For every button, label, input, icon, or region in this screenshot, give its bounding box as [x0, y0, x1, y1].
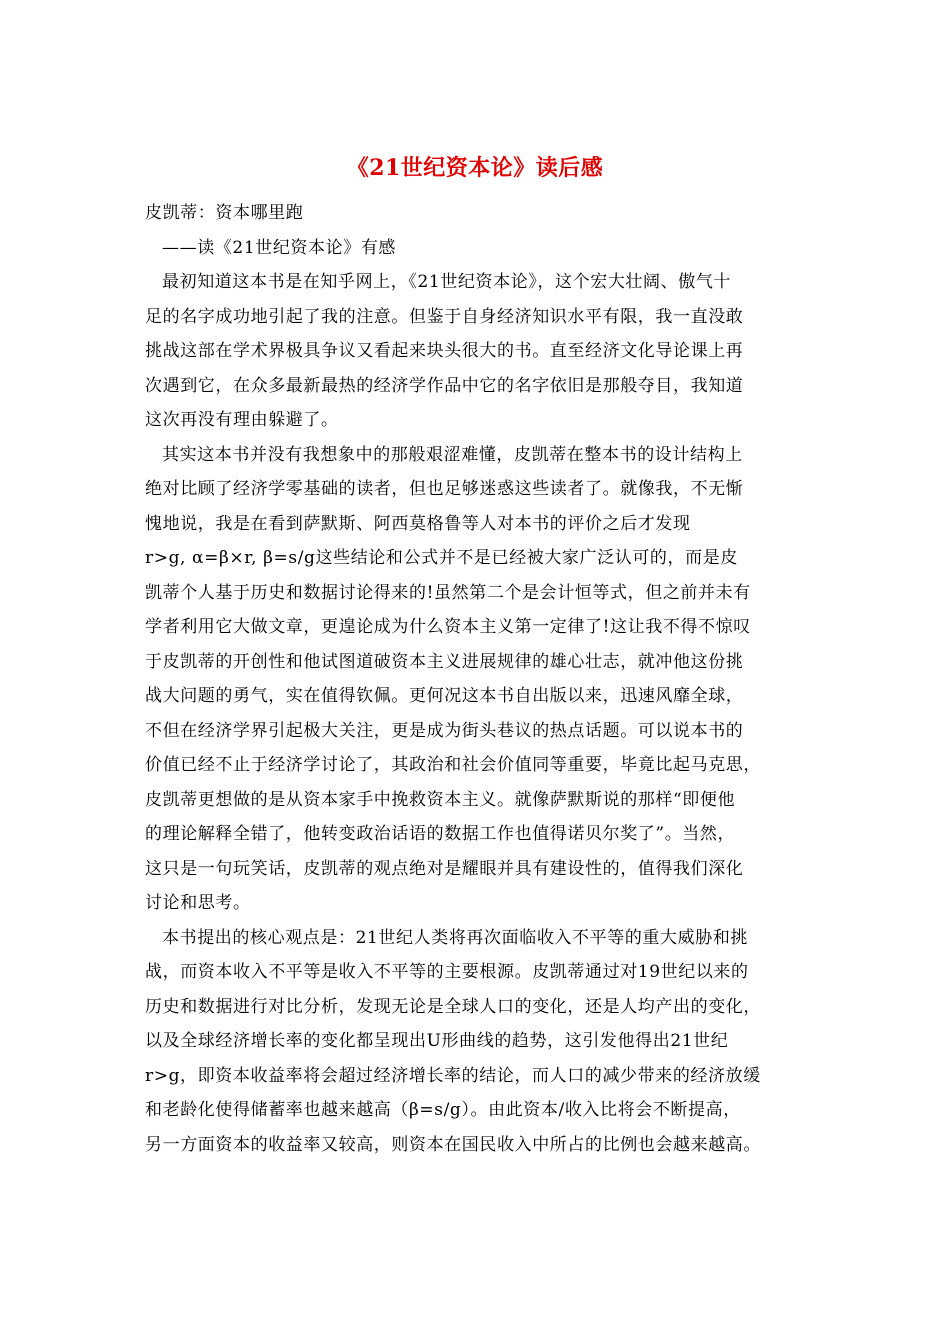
paragraph-line: r>g，即资本收益率将会超过经济增长率的结论，而人口的减少带来的经济放缓: [145, 1065, 761, 1086]
paragraph-line: 和老龄化使得储蓄率也越来越高（β=s/g）。由此资本/收入比将会不断提高，: [145, 1100, 741, 1120]
paragraph-line: 讨论和思考。: [145, 893, 251, 913]
paragraph-line: 战，而资本收入不平等是收入不平等的主要根源。皮凯蒂通过对19世纪以来的: [145, 962, 749, 982]
paragraph-line: 皮凯蒂更想做的是从资本家手中挽救资本主义。就像萨默斯说的那样“即便他: [145, 789, 736, 810]
paragraph-line: 不但在经济学界引起极大关注，更是成为街头巷议的热点话题。可以说本书的: [145, 720, 744, 741]
document-body: [145, 196, 810, 1162]
document-title: 《21世纪资本论》读后感: [346, 155, 604, 181]
paragraph-line: 历史和数据进行对比分析，发现无论是全球人口的变化，还是人均产出的变化，: [145, 996, 761, 1017]
paragraph-line: 战大问题的勇气，实在值得钦佩。更何况这本书自出版以来，迅速风靡全球，: [145, 686, 744, 706]
paragraph-line: 愧地说，我是在看到萨默斯、阿西莫格鲁等人对本书的评价之后才发现: [145, 513, 691, 534]
paragraph-line: 于皮凯蒂的开创性和他试图道破资本主义进展规律的雄心壮志，就冲他这份挑: [145, 651, 744, 672]
paragraph-line: 其实这本书并没有我想象中的那般艰涩难懂，皮凯蒂在整本书的设计结构上: [162, 444, 743, 465]
paragraph-line: 次遇到它，在众多最新最热的经济学作品中它的名字依旧是那般夺目，我知道: [145, 375, 744, 396]
paragraph-line: 凯蒂个人基于历史和数据讨论得来的!虽然第二个是会计恒等式，但之前并未有: [145, 582, 751, 603]
paragraph-line: 绝对比顾了经济学零基础的读者，但也足够迷惑这些读者了。就像我，不无惭: [145, 479, 744, 499]
paragraph-1: [145, 265, 810, 438]
paragraph-line: 足的名字成功地引起了我的注意。但鉴于自身经济知识水平有限，我一直没敢: [145, 306, 744, 327]
paragraph-line: 的理论解释全错了，他转变政治话语的数据工作也值得诺贝尔奖了”。当然，: [145, 824, 736, 844]
paragraph-line: r>g, α=β×r, β=s/g这些结论和公式并不是已经被大家广泛认可的，而是皮: [145, 548, 738, 568]
paragraph-line: 最初知道这本书是在知乎网上，《21世纪资本论》，这个宏大壮阔、傲气十: [162, 272, 732, 292]
author-line: 皮凯蒂：资本哪里跑: [145, 203, 304, 223]
paragraph-line: 以及全球经济增长率的变化都呈现出U形曲线的趋势，这引发他得出21世纪: [145, 1031, 729, 1051]
paragraph-line: 这次再没有理由躲避了。: [145, 410, 339, 430]
paragraph-line: 另一方面资本的收益率又较高，则资本在国民收入中所占的比例也会越来越高。: [145, 1134, 761, 1155]
paragraph-line: 本书提出的核心观点是：21世纪人类将再次面临收入不平等的重大威胁和挑: [162, 927, 749, 948]
paragraph-2: [145, 438, 810, 921]
paragraph-line: 学者利用它大做文章，更遑论成为什么资本主义第一定律了!这让我不得不惊叹: [145, 617, 751, 637]
paragraph-line: 价值已经不止于经济学讨论了，其政治和社会价值同等重要，毕竟比起马克思，: [145, 755, 761, 775]
paragraph-line: 挑战这部在学术界极具争议又看起来块头很大的书。直至经济文化导论课上再: [145, 341, 744, 361]
subtitle-line: ——读《21世纪资本论》有感: [162, 237, 397, 258]
paragraph-line: 这只是一句玩笑话，皮凯蒂的观点绝对是耀眼并具有建设性的，值得我们深化: [145, 858, 744, 879]
paragraph-3: [145, 921, 810, 1163]
